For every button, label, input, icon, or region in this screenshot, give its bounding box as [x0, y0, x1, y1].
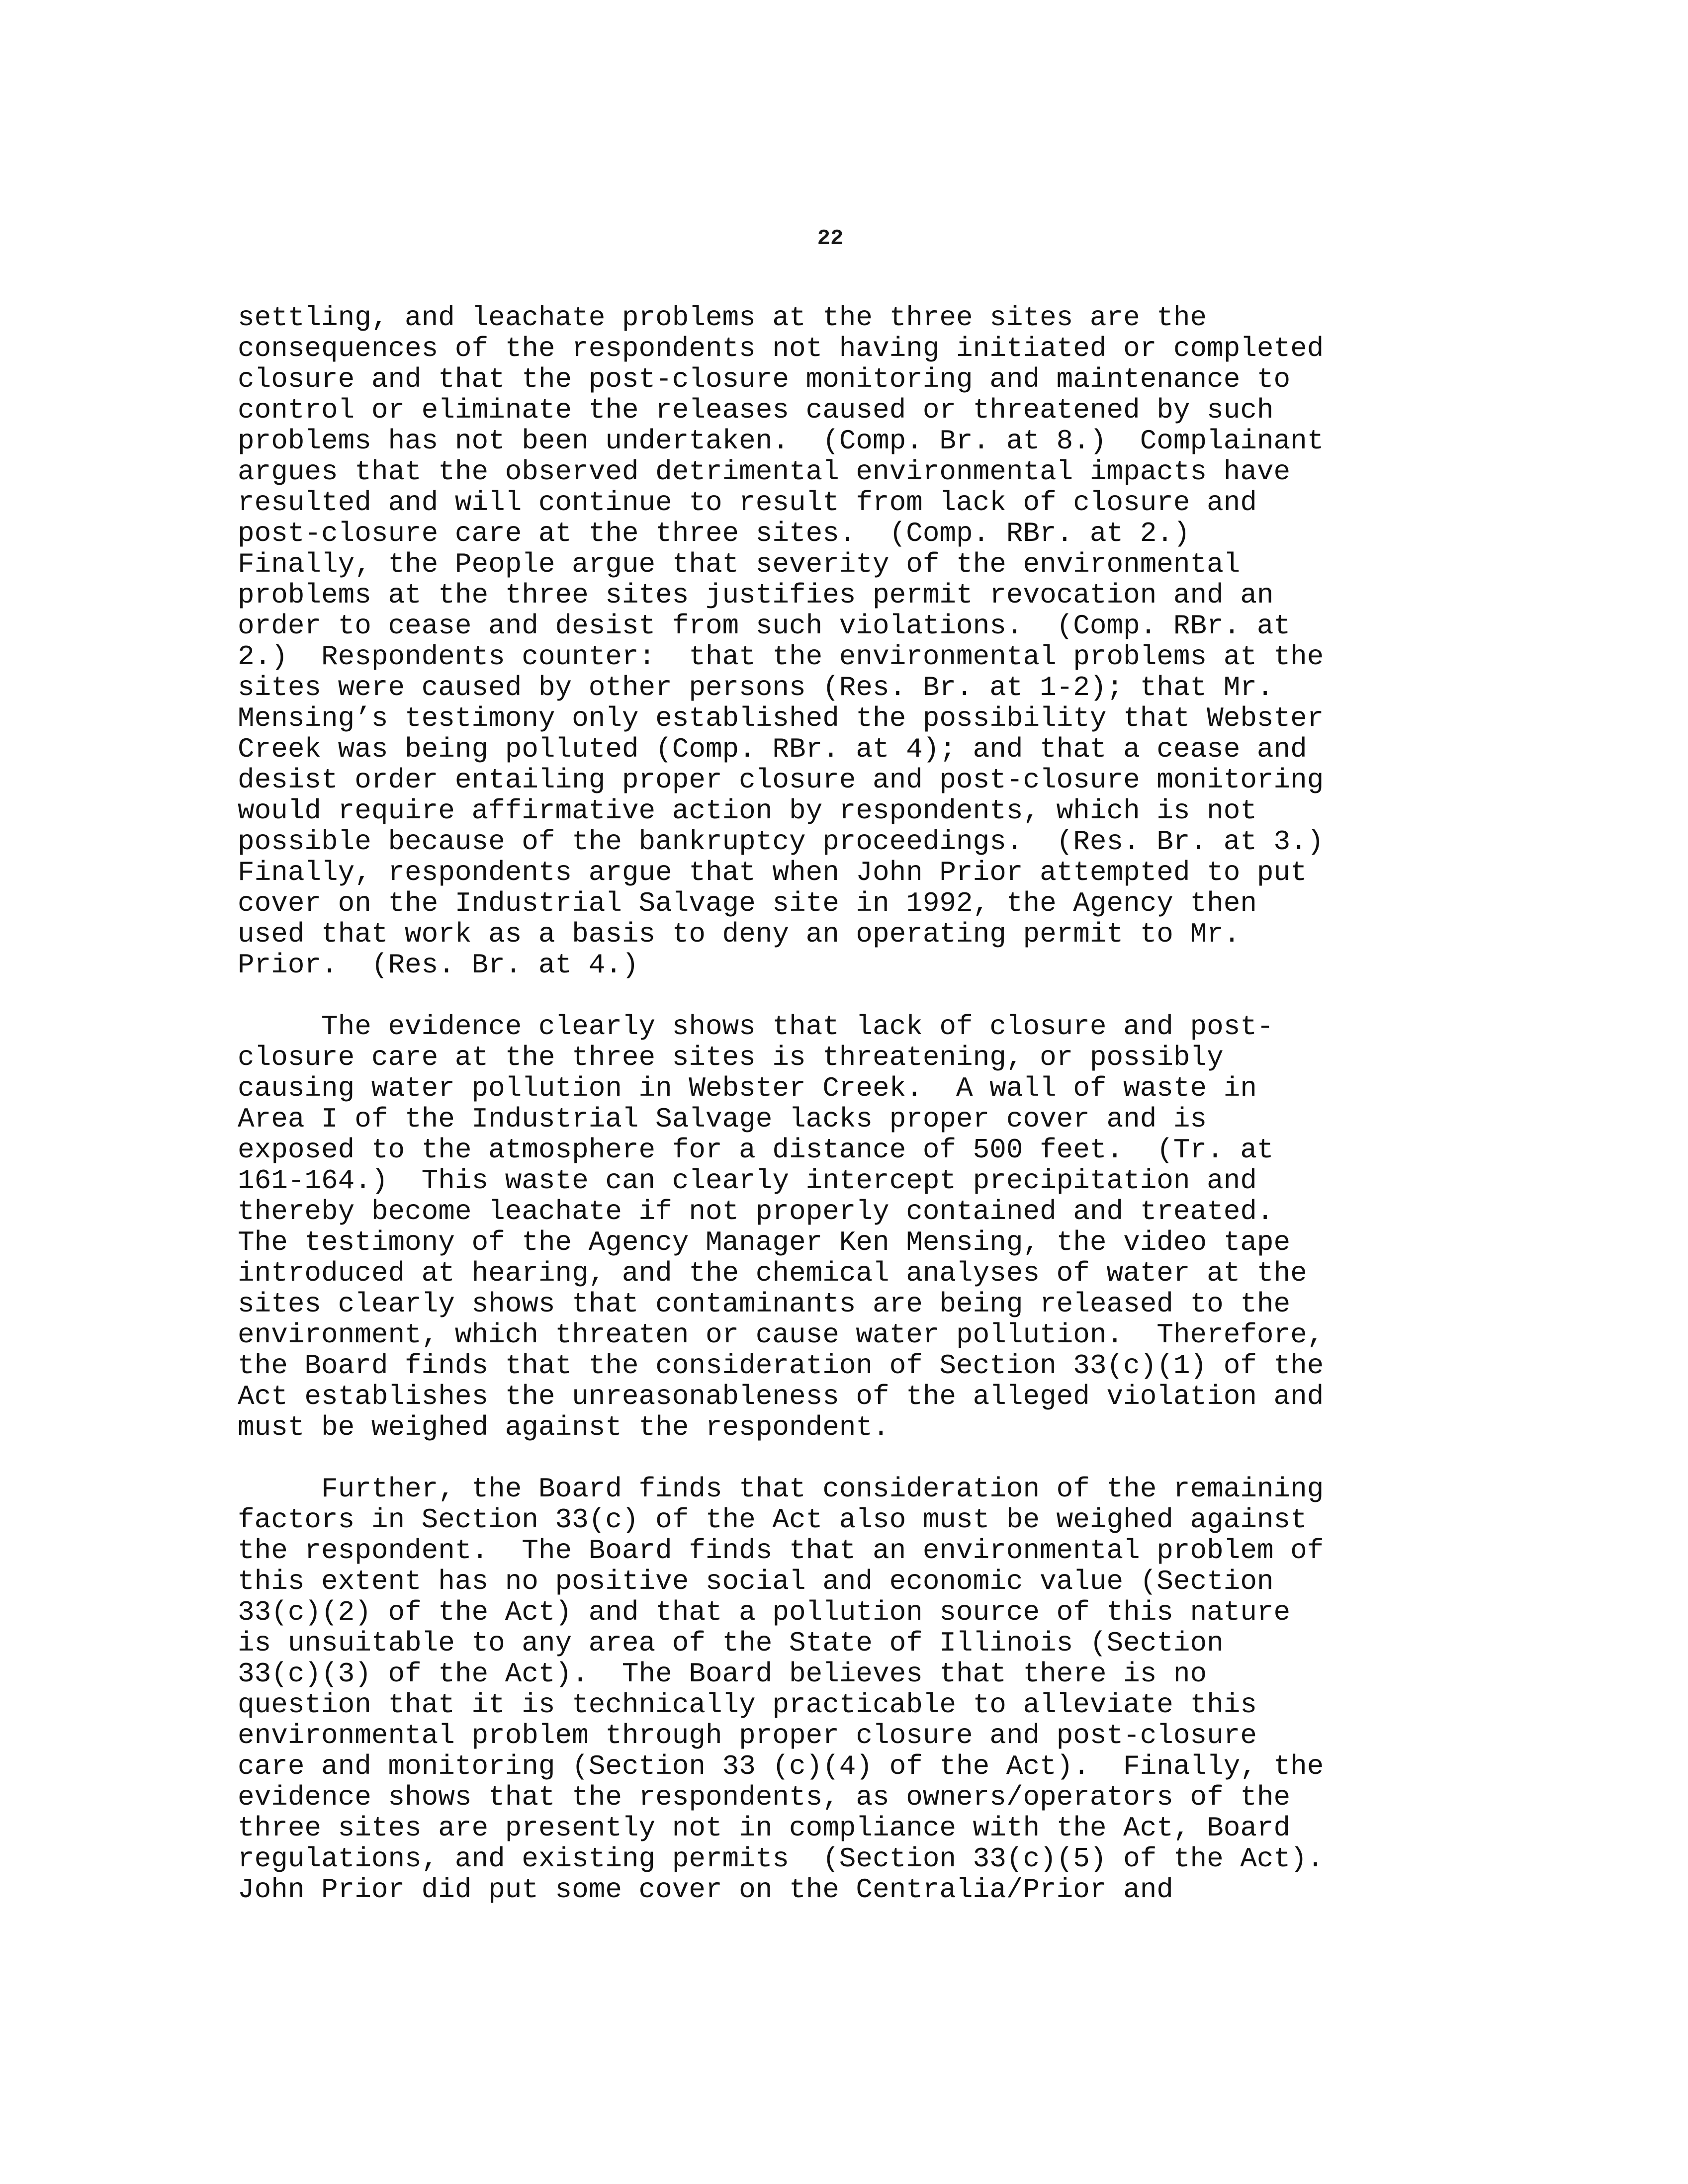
- text-line: possible because of the bankruptcy proceedings. (Res. Br. at 3.): [238, 826, 1324, 858]
- text-line: is unsuitable to any area of the State of Illinois (Section: [238, 1627, 1224, 1659]
- text-line: Creek was being polluted (Comp. RBr. at 4); and that a cease and: [238, 733, 1307, 765]
- text-line: 161-164.) This waste can clearly intercept precipitation and: [238, 1165, 1257, 1197]
- text-line: sites clearly shows that contaminants are being released to the: [238, 1288, 1291, 1320]
- text-line: the respondent. The Board finds that an environmental problem of: [238, 1535, 1324, 1567]
- text-line: Further, the Board finds that consideration of the remaining: [238, 1473, 1324, 1505]
- text-line: exposed to the atmosphere for a distance of 500 feet. (Tr. at: [238, 1134, 1274, 1166]
- text-line: consequences of the respondents not having initiated or completed: [238, 333, 1324, 364]
- text-line: order to cease and desist from such violations. (Comp. RBr. at: [238, 610, 1291, 642]
- text-line: problems at the three sites justifies permit revocation and an: [238, 579, 1274, 611]
- text-line: closure and that the post-closure monitoring and maintenance to: [238, 363, 1291, 395]
- text-line: Finally, the People argue that severity of the environmental: [238, 548, 1241, 580]
- text-line: would require affirmative action by respondents, which is not: [238, 795, 1257, 827]
- text-line: the Board finds that the consideration of Section 33(c)(1) of the: [238, 1350, 1324, 1382]
- text-line: 33(c)(3) of the Act). The Board believes that there is no: [238, 1658, 1207, 1690]
- text-line: Mensing’s testimony only established the possibility that Webster: [238, 702, 1324, 734]
- text-line: 2.) Respondents counter: that the environmental problems at the: [238, 641, 1324, 673]
- text-line: control or eliminate the releases caused or threatened by such: [238, 394, 1274, 426]
- text-line: question that it is technically practicable to alleviate this: [238, 1689, 1257, 1721]
- text-line: 33(c)(2) of the Act) and that a pollution source of this nature: [238, 1596, 1291, 1628]
- text-line: John Prior did put some cover on the Centralia/Prior and: [238, 1874, 1173, 1906]
- text-line: environmental problem through proper closure and post-closure: [238, 1720, 1257, 1751]
- text-line: cover on the Industrial Salvage site in 1992, the Agency then: [238, 887, 1257, 919]
- text-line: post-closure care at the three sites. (Comp. RBr. at 2.): [238, 518, 1190, 549]
- text-line: Act establishes the unreasonableness of the alleged violation and: [238, 1381, 1324, 1412]
- text-line: Area I of the Industrial Salvage lacks proper cover and is: [238, 1103, 1207, 1135]
- body-text: [238, 302, 1466, 1936]
- text-line: Prior. (Res. Br. at 4.): [238, 949, 639, 981]
- text-line: problems has not been undertaken. (Comp. Br. at 8.) Complainant: [238, 425, 1324, 457]
- paragraph-1: [238, 302, 1466, 980]
- text-line: used that work as a basis to deny an operating permit to Mr.: [238, 918, 1241, 950]
- text-line: argues that the observed detrimental environmental impacts have: [238, 456, 1291, 488]
- paragraph-2: [238, 1011, 1466, 1443]
- text-line: desist order entailing proper closure and post-closure monitoring: [238, 764, 1324, 796]
- text-line: causing water pollution in Webster Creek. A wall of waste in: [238, 1072, 1257, 1104]
- text-line: The evidence clearly shows that lack of closure and post-: [238, 1011, 1274, 1043]
- page-number: 22: [817, 226, 844, 251]
- paragraph-3: [238, 1474, 1466, 1905]
- text-line: this extent has no positive social and economic value (Section: [238, 1566, 1274, 1597]
- text-line: resulted and will continue to result from lack of closure and: [238, 487, 1257, 519]
- text-line: three sites are presently not in compliance with the Act, Board: [238, 1812, 1291, 1844]
- text-line: Finally, respondents argue that when John Prior attempted to put: [238, 857, 1307, 888]
- text-line: introduced at hearing, and the chemical analyses of water at the: [238, 1257, 1307, 1289]
- text-line: regulations, and existing permits (Section 33(c)(5) of the Act).: [238, 1843, 1324, 1875]
- text-line: settling, and leachate problems at the three sites are the: [238, 302, 1207, 334]
- text-line: care and monitoring (Section 33 (c)(4) of the Act). Finally, the: [238, 1750, 1324, 1782]
- text-line: must be weighed against the respondent.: [238, 1411, 889, 1443]
- text-line: thereby become leachate if not properly contained and treated.: [238, 1196, 1274, 1227]
- text-line: The testimony of the Agency Manager Ken Mensing, the video tape: [238, 1226, 1291, 1258]
- text-line: factors in Section 33(c) of the Act also must be weighed against: [238, 1504, 1307, 1536]
- text-line: closure care at the three sites is threatening, or possibly: [238, 1042, 1224, 1073]
- text-line: sites were caused by other persons (Res. Br. at 1-2); that Mr.: [238, 672, 1274, 703]
- text-line: environment, which threaten or cause water pollution. Therefore,: [238, 1319, 1324, 1351]
- text-line: evidence shows that the respondents, as owners/operators of the: [238, 1781, 1291, 1813]
